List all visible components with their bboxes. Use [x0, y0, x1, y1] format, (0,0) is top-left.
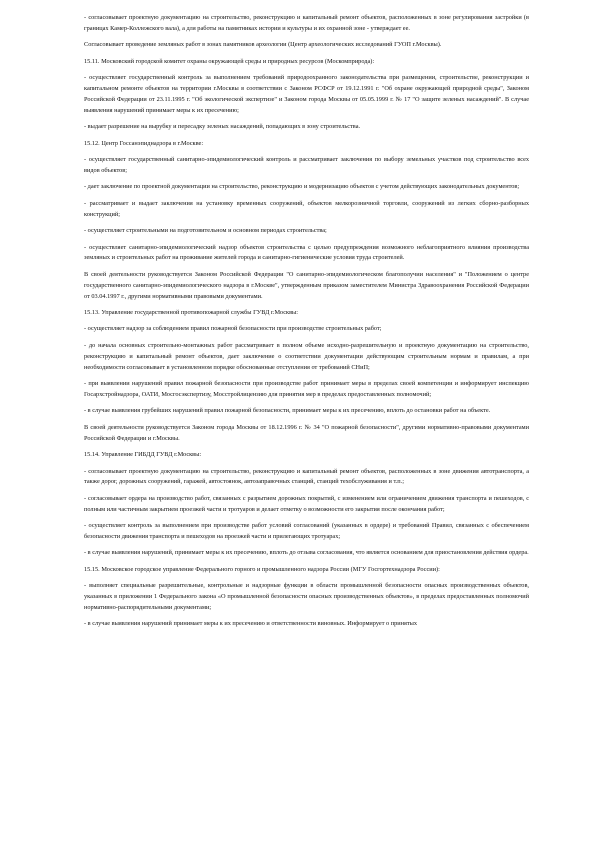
paragraph: - дает заключение по проектной документации на строительство, реконструкцию и модернизацию объектов с учетом действующих законодательных документов;: [84, 183, 520, 191]
paragraph: - осуществляет контроль за выполнением при производстве работ условий согласований (указанных в ордере) и требований Правил, связанных с обеспечением безопасности движения транспорта и пешеходов на проезжей части и прилегающих тротуарах;: [84, 522, 529, 541]
section-heading: 15.12. Центр Госсанэпиднадзора в г.Москве:: [84, 139, 204, 147]
paragraph: - в случае выявления нарушений принимает меры к их пресечению и ответственности виновных. Информирует о принятых: [84, 620, 418, 628]
paragraph: - в случае выявления грубейших нарушений правил пожарной безопасности, принимает меры к их пресечению, вплоть до остановки работ на объекте.: [84, 407, 491, 415]
paragraph: - при выявлении нарушений правил пожарной безопасности при производстве работ принимает меры в пределах своей компетенции и информирует инспекцию Госархстройнадзора, ОАТИ, Мосгосэкспертизу, Мосстройлицензию для принятия мер в пределах предоставленных полномочий;: [84, 380, 529, 398]
section-heading: 15.11. Московский городской комитет охраны окружающей среды и природных ресурсов (Москомприрода):: [84, 57, 375, 65]
paragraph: - осуществляет надзор за соблюдением правил пожарной безопасности при производстве строительных работ;: [84, 325, 382, 333]
paragraph: - выполняет специальные разрешительные, контрольные и надзорные функции в области промышленной безопасности опасных производственных объектов, указанных в приложении 1 Федерального закона «О промышленной безопасности опасных производственных объектов», в пределах предоставленных полномочий нормативно-распорядительными документами;: [84, 582, 529, 612]
section-heading: 15.14. Управление ГИБДД ГУВД г.Москвы:: [84, 451, 202, 459]
paragraph: Согласовывает проведение земляных работ в зонах памятников археологии (Центр археологических исследований ГУОП г.Москвы).: [84, 41, 442, 49]
paragraph: - осуществляет строительными на подготовительном и основном периодах строительства;: [84, 227, 327, 235]
paragraph: - рассматривает и выдает заключения на установку временных сооружений, объектов мелкорозничной торговли, сооружений из легких сборно-разборных конструкций;: [84, 199, 529, 218]
paragraph: - согласовывает проектную документацию на строительство, реконструкцию и капитальный ремонт объектов, расположенных в зоне регулирования застройки (в границах Камер-Коллежского вала), а для работы на памятниках истории и культуры и их охранной зоне - утверждает ее.: [84, 14, 529, 32]
paragraph: В своей деятельности руководствуется Законом города Москвы от 18.12.1996 г. № 34 "О пожарной безопасности", другими нормативно-правовыми документами Российской Федерации и г.Москвы.: [84, 423, 529, 442]
section-heading: 15.13. Управление государственной противопожарной службы ГУВД г.Москвы:: [84, 309, 299, 317]
document-body: [84, 13, 529, 636]
paragraph: В своей деятельности руководствуется Законом Российской Федерации "О санитарно-эпидемиологическом благополучии населения" и "Положением о центре государственного санитарно-эпидемиологического надзора в г.Москве", утвержденным приказом заместителем Министра Здравоохранения Российской Федерации от 03.04.1997 г., другими нормативными правовыми документами.: [84, 270, 529, 300]
section-heading: 15.15. Московское городское управление Федерального горного и промышленного надзора России (МГУ Госгортехнадзора России):: [84, 565, 440, 573]
paragraph: - осуществляет государственный санитарно-эпидемиологический контроль и рассматривает заключения по выбору земельных участков под строительство всех видов объектов;: [84, 156, 529, 174]
paragraph: - осуществляет государственный контроль за выполнением требований природоохранного законодательства при размещении, строительстве, реконструкции и капитальном ремонте объектов на территории г.Москвы в соответствии с Законом РСФСР от 19.12.1991 г. "Об охране окружающей природной среды", Законом Российской Федерации от 23.11.1995 г. "Об экологической экспертизе" и Законом города Москвы от 05.05.1999 г. № 17 "О защите зеленых насаждений". В случае выявления нарушений принимает меры к их пресечению;: [84, 74, 529, 114]
paragraph: - осуществляет санитарно-эпидемиологический надзор объектов строительства с целью предупреждения возможного неблагоприятного влияния производства земляных и строительных работ на проживание жителей города и санитарно-гигиенические условия труда строителей.: [84, 243, 529, 262]
paragraph: - согласовывает ордера на производство работ, связанных с разрытием дорожных покрытий, с изменением или ограничением движения транспорта и пешеходов, с полным или частичным закрытием проезжей части и тротуаров и делает отметку о возможности его закрытия после окончания работ;: [84, 494, 529, 513]
paragraph: - выдает разрешение на вырубку и пересадку зеленых насаждений, попадающих в зону строительства.: [84, 123, 361, 131]
paragraph: - согласовывает проектную документацию на строительство, реконструкцию и капитальный ремонт объектов, расположенных в зоне движения автотранспорта, а также дорог, дорожных сооружений, гаражей, автостоянок, автозаправочных станций, станций техобслуживания и т.п.;: [84, 467, 529, 486]
paragraph: - в случае выявления нарушений, принимает меры к их пресечению, вплоть до отзыва согласования, что является основанием для приостановления действия ордера.: [84, 549, 529, 557]
paragraph: - до начала основных строительно-монтажных работ рассматривает в полном объеме исходно-разрешительную и проектную документацию на строительство, реконструкцию и капитальный ремонт объектов, дает заключение о соответствии документации действующим строительным нормам и правилам, а при необходимости согласовывает в установленном порядке обоснованные отступления от требований СНиП;: [84, 341, 529, 371]
